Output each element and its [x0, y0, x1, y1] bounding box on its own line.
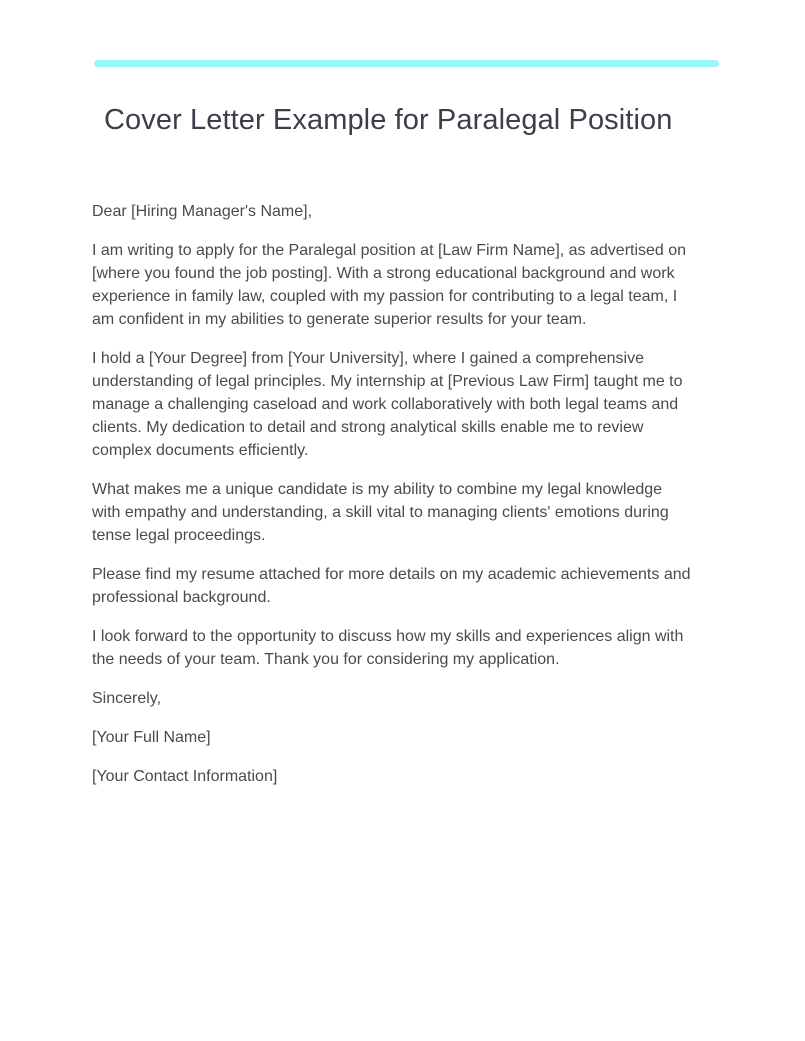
signature-name: [Your Full Name]	[92, 729, 211, 746]
page-title: Cover Letter Example for Paralegal Position	[104, 104, 673, 136]
signature-contact: [Your Contact Information]	[92, 768, 278, 785]
paragraph-unique-qualities: What makes me a unique candidate is my ability to combine my legal knowledge with empathy and understanding, a skill vital to managing clients' emotions during tense legal proceedings.	[92, 481, 669, 544]
paragraph-resume: Please find my resume attached for more details on my academic achievements and professional background.	[92, 566, 691, 606]
paragraph-closing-remarks: I look forward to the opportunity to discuss how my skills and experiences align with the needs of your team. Thank you for considering my application.	[92, 628, 684, 668]
paragraph-education: I hold a [Your Degree] from [Your University], where I gained a comprehensive understanding of legal principles. My internship at [Previous Law Firm] taught me to manage a challenging caseload and work collaboratively with both legal teams and clients. My dedication to detail and strong analytical skills enable me to review complex documents efficiently.	[92, 350, 683, 459]
paragraph-intro: I am writing to apply for the Paralegal position at [Law Firm Name], as advertised on [where you found the job posting]. With a strong educational background and work experience in family law, coupled with my passion for contributing to a legal team, I am confident in my abilities to generate superior results for your team.	[92, 242, 687, 328]
closing: Sincerely,	[92, 690, 162, 707]
letter-body	[92, 200, 692, 804]
salutation: Dear [Hiring Manager's Name],	[92, 203, 313, 220]
accent-bar	[94, 60, 719, 67]
